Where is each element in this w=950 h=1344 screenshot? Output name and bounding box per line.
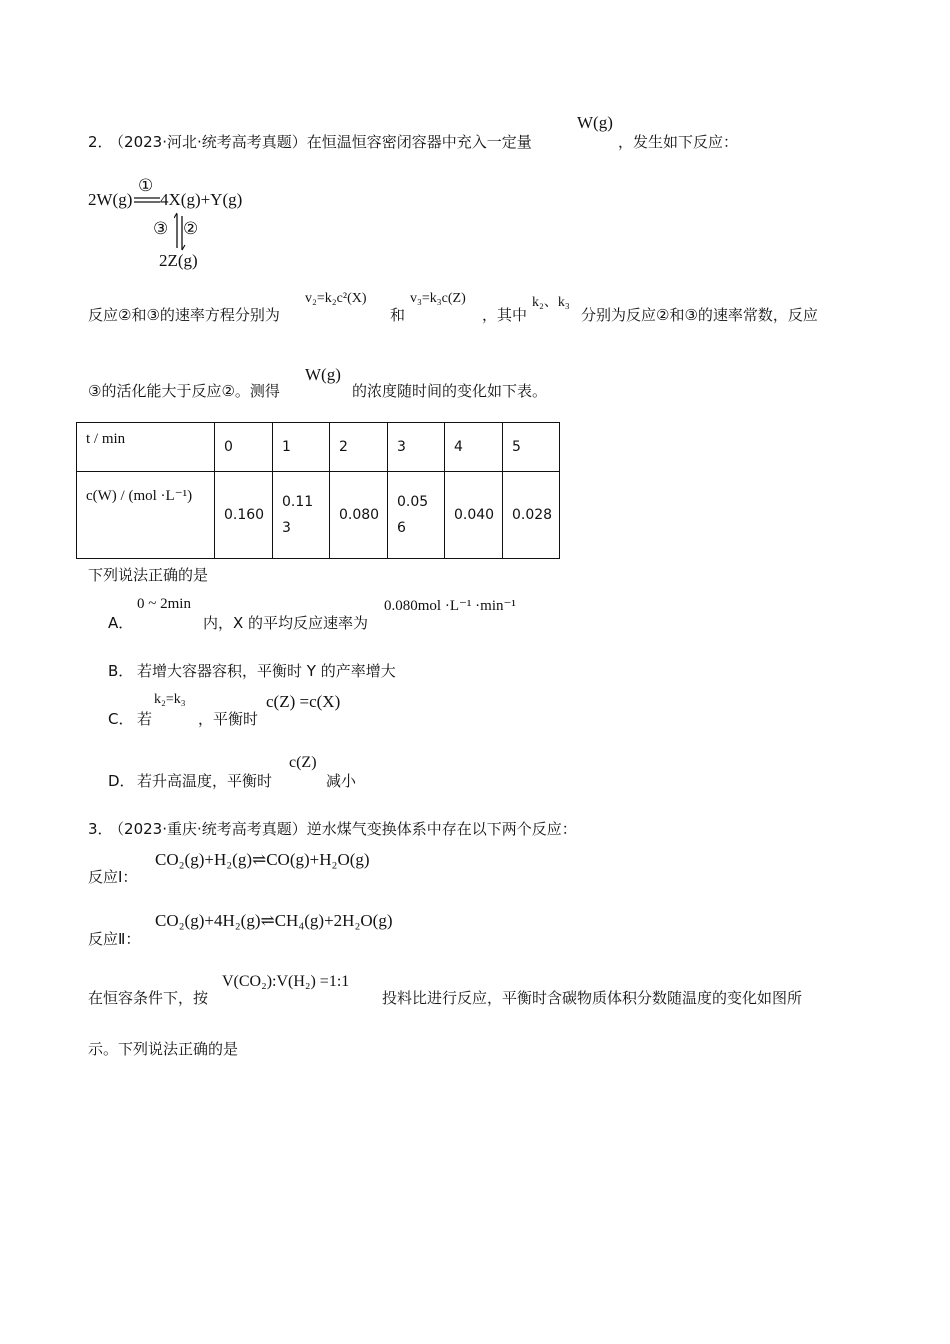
- option-a-text: 内，X 的平均反应速率为: [203, 614, 369, 632]
- q3-header-line: [88, 818, 577, 839]
- option-c-math-2: c(Z) =c(X): [266, 692, 341, 711]
- scheme-bottom: 2Z(g): [159, 251, 198, 270]
- reaction-scheme: [88, 176, 288, 276]
- condition-text-3: 示。下列说法正确的是: [88, 1040, 239, 1058]
- scheme-circle-1: ①: [138, 176, 154, 195]
- table-row: [77, 472, 560, 559]
- table-cell: 5: [503, 423, 560, 472]
- option-c-math-1: k₂=k₃: [154, 692, 186, 707]
- scheme-products: 4X(g)+Y(g): [160, 190, 243, 209]
- rate-text-3: 分别为反应②和③的速率常数，反应: [581, 306, 818, 324]
- option-a-math-2: 0.080mol ·L⁻¹ ·min⁻¹: [384, 598, 516, 614]
- rate-text-2: ，其中: [482, 306, 528, 324]
- reaction-1-equation: CO₂(g)+H₂(g)⇌CO(g)+H₂O(g): [155, 850, 370, 869]
- q2-source: （2023·河北·统考高考真题）: [116, 133, 307, 151]
- concentration-table: [76, 422, 560, 559]
- table-row: [77, 423, 560, 472]
- q2-w-g: [577, 113, 613, 133]
- line3-w-g: W(g): [305, 365, 341, 384]
- option-a-label: A．: [108, 614, 134, 632]
- line3-text-2: 的浓度随时间的变化如下表。: [352, 382, 548, 400]
- q3-intro: 逆水煤气变换体系中存在以下两个反应：: [306, 820, 577, 838]
- k-vars: k₂、k₃: [532, 295, 570, 310]
- q2-question: 下列说法正确的是: [88, 566, 209, 584]
- option-a-math-1: 0 ~ 2min: [137, 596, 191, 612]
- table-cell: 3: [388, 423, 445, 472]
- table-cell: 2: [330, 423, 388, 472]
- option-c-text-2: ，平衡时: [198, 710, 259, 728]
- table-cell: 0.080: [330, 472, 388, 559]
- table-cell: 0.028: [503, 472, 560, 559]
- condition-math: V(CO₂):V(H₂) =1:1: [222, 973, 350, 990]
- table-cell: 0: [215, 423, 273, 472]
- q2-w-g-text: W(g): [577, 113, 613, 132]
- table-cell: 0.040: [445, 472, 503, 559]
- option-d-label: D．: [108, 772, 135, 790]
- rate-text-1: 反应②和③的速率方程分别为: [88, 306, 280, 324]
- reaction-2-label: 反应Ⅱ：: [88, 930, 141, 948]
- table-cell-text: 0.056: [397, 494, 429, 536]
- q3-source: （2023·重庆·统考高考真题）: [116, 820, 307, 838]
- q3-number: 3．: [88, 820, 113, 838]
- table-header-conc: c(W) / (mol ·L⁻¹): [77, 472, 215, 559]
- option-c-text-1: 若: [137, 710, 153, 728]
- condition-text-2: 投料比进行反应，平衡时含碳物质体积分数随温度的变化如图所: [382, 989, 803, 1007]
- table-header-time: t / min: [77, 423, 215, 472]
- option-b-text: 若增大容器容积，平衡时 Y 的产率增大: [137, 662, 396, 680]
- option-d-math: c(Z): [289, 754, 317, 771]
- reaction-1-label: 反应Ⅰ：: [88, 868, 138, 886]
- condition-text-1: 在恒容条件下，按: [88, 989, 209, 1007]
- option-d-text-2: 减小: [326, 772, 357, 790]
- table-cell: 0.160: [215, 472, 273, 559]
- scheme-reactant: 2W(g): [88, 190, 133, 209]
- option-c-label: C．: [108, 710, 134, 728]
- table-cell-text: 0.113: [282, 494, 314, 536]
- scheme-circle-3: ③: [153, 219, 169, 238]
- table-cell: [388, 472, 445, 559]
- q2-intro-text: 在恒温恒容密闭容器中充入一定量: [306, 133, 532, 151]
- q2-intro-tail: ，发生如下反应：: [618, 133, 739, 151]
- option-b-label: B．: [108, 662, 134, 680]
- table-cell: 4: [445, 423, 503, 472]
- equal-arrow-icon: [134, 196, 160, 204]
- reaction-2-equation: CO₂(g)+4H₂(g)⇌CH₄(g)+2H₂O(g): [155, 911, 393, 930]
- table-cell: [273, 472, 330, 559]
- rate-eq-3: v₃=k₃c(Z): [410, 291, 466, 306]
- option-d-text-1: 若升高温度，平衡时: [137, 772, 273, 790]
- q2-number: 2．: [88, 133, 113, 151]
- scheme-circle-2: ②: [183, 219, 199, 238]
- q2-header-line: [88, 131, 532, 152]
- line3-text-1: ③的活化能大于反应②。测得: [88, 382, 280, 400]
- table-cell: 1: [273, 423, 330, 472]
- rate-eq-2: v₂=k₂c²(X): [305, 291, 367, 306]
- rate-and: 和: [390, 306, 406, 324]
